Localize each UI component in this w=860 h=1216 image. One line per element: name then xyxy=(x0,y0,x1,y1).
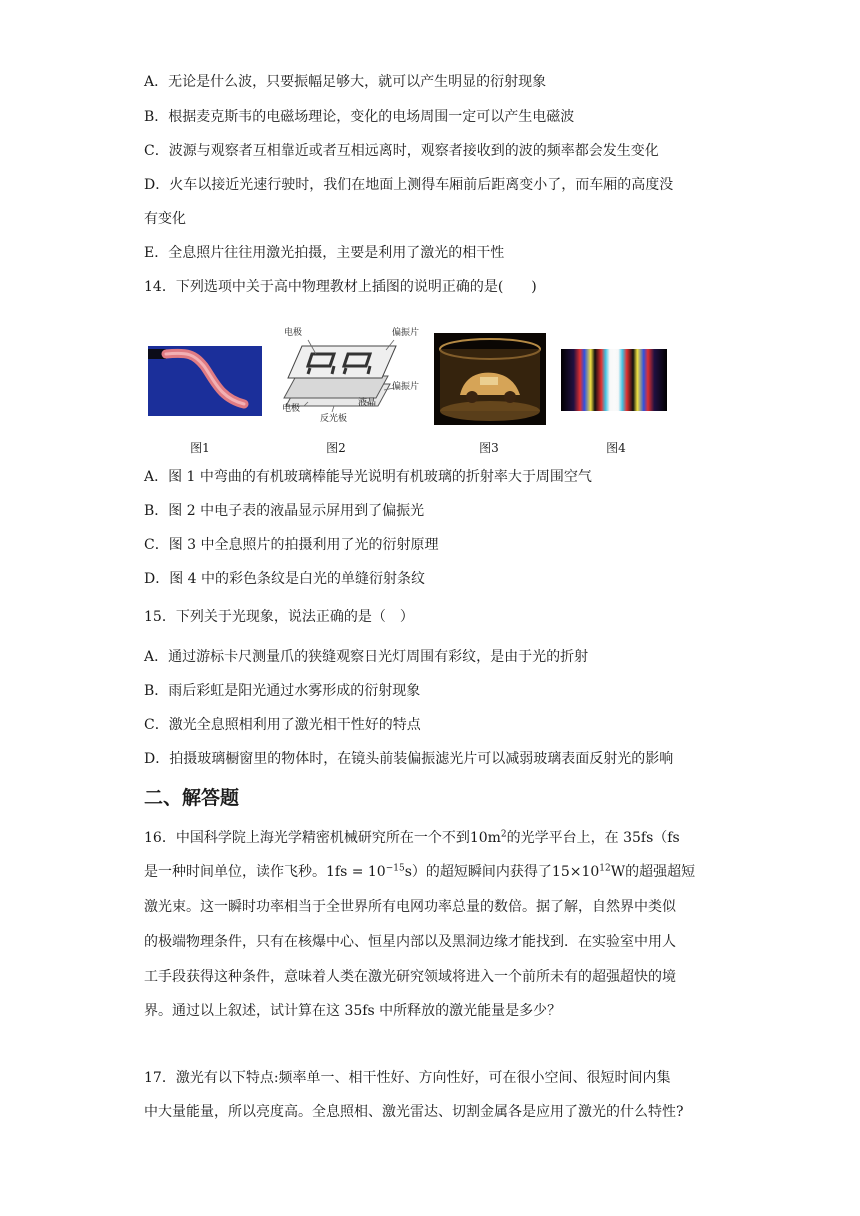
q14-option-a: A．图 1 中弯曲的有机玻璃棒能导光说明有机玻璃的折射率大于周围空气 xyxy=(144,469,592,485)
q15-option-c: C．激光全息照相利用了激光相干性好的特点 xyxy=(144,717,421,733)
fig2-label-reflector: 反光板 xyxy=(320,414,348,424)
q15-option-b: B．雨后彩虹是阳光通过水雾形成的衍射现象 xyxy=(144,683,421,699)
q16-line-4: 的极端物理条件，只有在核爆中心、恒星内部以及黑洞边缘才能找到．在实验室中用人 xyxy=(144,934,676,950)
q16-unit-exponent: −15 xyxy=(385,863,405,874)
figure-2-lcd-diagram xyxy=(268,326,428,426)
q16-line-2-text-b: ）的超短瞬间内获得了 xyxy=(411,864,552,880)
q16-power-exponent: 12 xyxy=(599,863,611,874)
q16-area-value: 10m xyxy=(469,830,501,846)
q14-stem: 14．下列选项中关于高中物理教材上插图的说明正确的是( ) xyxy=(144,279,537,295)
q15-stem: 15．下列关于光现象，说法正确的是（ ） xyxy=(144,609,414,625)
q13-option-a: A．无论是什么波，只要振幅足够大，就可以产生明显的衍射现象 xyxy=(144,74,547,90)
figure-4-caption: 图4 xyxy=(606,441,626,455)
q17-line-1: 17．激光有以下特点:频率单一、相干性好、方向性好，可在很小空间、很短时间内集 xyxy=(144,1070,671,1086)
fig2-label-liquid-crystal: 液晶 xyxy=(358,398,377,408)
q14-option-d: D．图 4 中的彩色条纹是白光的单缝衍射条纹 xyxy=(144,571,426,587)
q16-line-2-text-c: 的超强超短 xyxy=(625,864,696,880)
figure-3-caption: 图3 xyxy=(479,441,499,455)
fig2-label-polarizer-bottom: 偏振片 xyxy=(392,382,420,392)
q15-option-a: A．通过游标卡尺测量爪的狭缝观察日光灯周围有彩纹，是由于光的折射 xyxy=(144,649,589,665)
q13-option-b: B．根据麦克斯韦的电磁场理论，变化的电场周围一定可以产生电磁波 xyxy=(144,109,575,125)
q16-line-2-text-a: 是一种时间单位，读作飞秒。 xyxy=(144,864,326,880)
section-title: 二、解答题 xyxy=(144,787,240,809)
fig2-label-electrode-bottom: 电极 xyxy=(282,404,301,414)
q14-option-c: C．图 3 中全息照片的拍摄利用了光的衍射原理 xyxy=(144,537,439,553)
q16-area-exponent: 2 xyxy=(500,829,507,840)
q13-option-e: E．全息照片往往用激光拍摄，主要是利用了激光的相干性 xyxy=(144,245,505,261)
q16-line-1 xyxy=(144,828,680,848)
figure-1-caption: 图1 xyxy=(190,441,210,455)
q16-power-value: 15×10 xyxy=(551,864,600,880)
fig2-label-electrode-top: 电极 xyxy=(284,328,303,338)
q13-option-c: C．波源与观察者互相靠近或者互相远离时，观察者接收到的波的频率都会发生变化 xyxy=(144,143,659,159)
q16-line-1-text-b: 的光学平台上，在 35fs（fs xyxy=(506,830,680,846)
q16-unit-definition: 1fs = 10 xyxy=(326,864,386,880)
figure-1-light-pipe xyxy=(148,346,262,416)
fringe-pattern-image xyxy=(561,349,667,411)
hologram-image xyxy=(434,333,546,425)
q16-line-2 xyxy=(144,862,695,882)
q15-option-d: D．拍摄玻璃橱窗里的物体时，在镜头前装偏振滤光片可以减弱玻璃表面反射光的影响 xyxy=(144,751,674,767)
q16-line-5: 工手段获得这种条件，意味着人类在激光研究领域将进入一个前所未有的超强超快的境 xyxy=(144,969,676,985)
light-pipe-image xyxy=(148,346,262,416)
figure-2-caption: 图2 xyxy=(326,441,346,455)
q16-power-unit: W xyxy=(610,864,626,880)
q16-unit-tail: s xyxy=(404,864,412,880)
figure-4-fringes xyxy=(561,349,667,411)
q17-line-2: 中大量能量，所以亮度高。全息照相、激光雷达、切割金属各是应用了激光的什么特性? xyxy=(144,1104,684,1120)
q13-option-d-continued: 有变化 xyxy=(144,211,186,227)
q16-line-1-text-a: 16．中国科学院上海光学精密机械研究所在一个不到 xyxy=(144,830,470,846)
q14-option-b: B．图 2 中电子表的液晶显示屏用到了偏振光 xyxy=(144,503,425,519)
q13-option-d: D．火车以接近光速行驶时，我们在地面上测得车厢前后距离变小了，而车厢的高度没 xyxy=(144,177,674,193)
q16-line-6: 界。通过以上叙述，试计算在这 35fs 中所释放的激光能量是多少？ xyxy=(144,1003,562,1019)
fig2-label-polarizer-top: 偏振片 xyxy=(392,328,420,338)
figure-3-hologram xyxy=(434,333,546,425)
q16-line-3: 激光束。这一瞬时功率相当于全世界所有电网功率总量的数倍。据了解，自然界中类似 xyxy=(144,899,676,915)
